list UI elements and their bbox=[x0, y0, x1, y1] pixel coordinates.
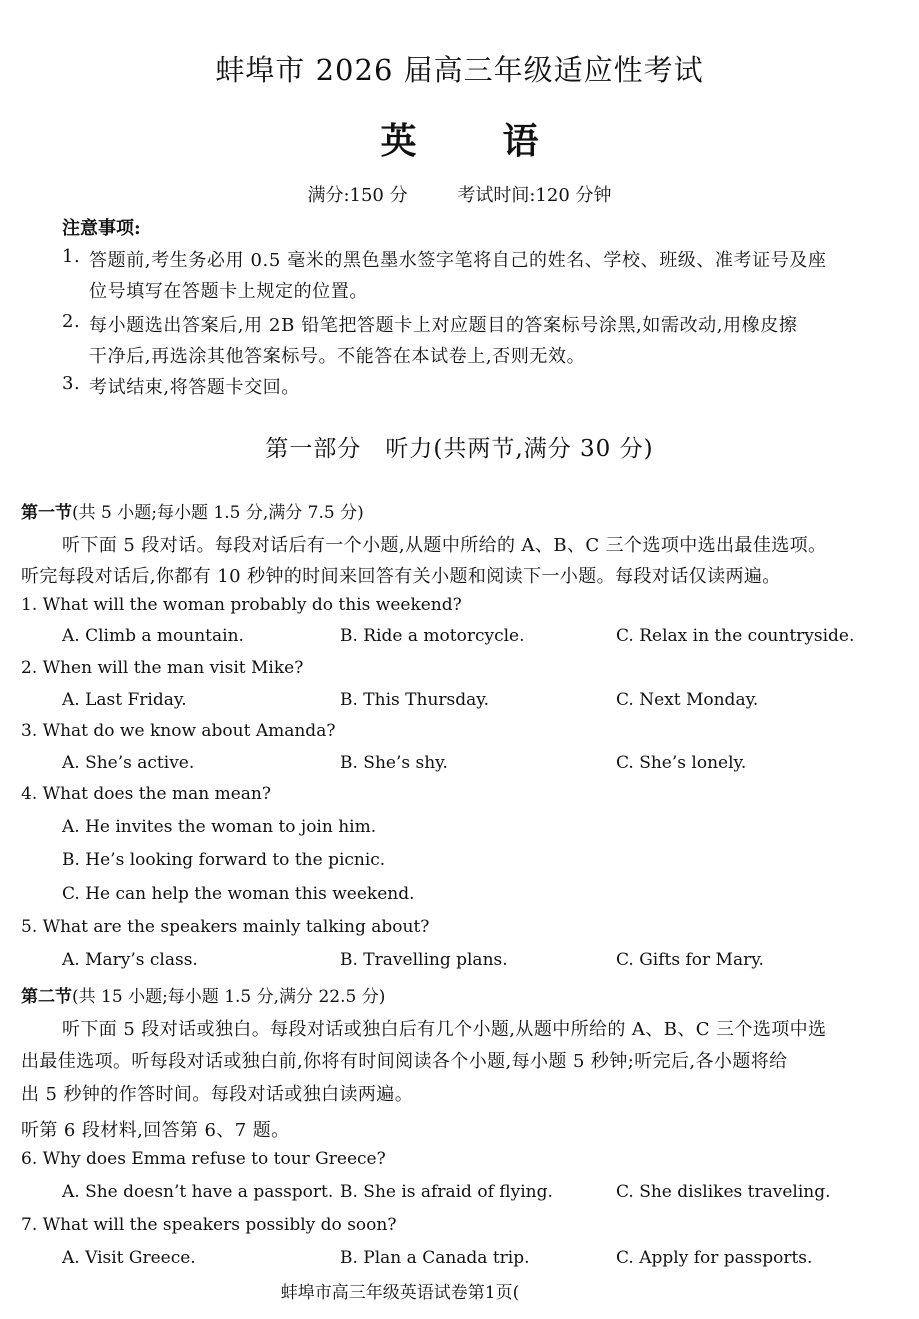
subject-title: 英语 bbox=[380, 120, 625, 162]
question-7-option-a: A. Visit Greece. bbox=[62, 1248, 196, 1268]
notice-item-1-num: 1. bbox=[62, 246, 81, 267]
section1-instruction-1: 听下面 5 段对话。每段对话后有一个小题,从题中所给的 A、B、C 三个选项中选出最佳选项。 bbox=[62, 535, 827, 556]
notice-item-1-line2: 位号填写在答题卡上规定的位置。 bbox=[89, 281, 368, 302]
section2-instruction-3: 出 5 秒钟的作答时间。每段对话或独白读两遍。 bbox=[21, 1084, 414, 1105]
question-2-option-b: B. This Thursday. bbox=[340, 690, 490, 710]
question-5-option-a: A. Mary’s class. bbox=[62, 950, 198, 970]
material-6-note: 听第 6 段材料,回答第 6、7 题。 bbox=[21, 1120, 290, 1141]
section2-heading bbox=[21, 982, 385, 1007]
notice-item-1-line1: 答题前,考生务必用 0.5 毫米的黑色墨水签字笔将自己的姓名、学校、班级、准考证号及座 bbox=[89, 250, 827, 271]
question-1-option-c: C. Relax in the countryside. bbox=[616, 626, 855, 646]
section1-desc: (共 5 小题;每小题 1.5 分,满分 7.5 分) bbox=[72, 503, 364, 523]
question-7: 7. What will the speakers possibly do soon? bbox=[21, 1215, 397, 1235]
question-4-option-a: A. He invites the woman to join him. bbox=[62, 817, 377, 837]
page-footer: 蚌埠市高三年级英语试卷第1页( bbox=[280, 1283, 520, 1303]
full-score: 满分:150 分 bbox=[307, 185, 408, 206]
section1-label: 第一节 bbox=[21, 503, 72, 523]
question-3-option-a: A. She’s active. bbox=[62, 753, 195, 773]
notice-item-3-num: 3. bbox=[62, 373, 81, 394]
question-1-option-b: B. Ride a motorcycle. bbox=[340, 626, 525, 646]
question-4: 4. What does the man mean? bbox=[21, 784, 271, 804]
section2-instruction-1: 听下面 5 段对话或独白。每段对话或独白后有几个小题,从题中所给的 A、B、C 三个选项中选 bbox=[62, 1019, 827, 1040]
section2-desc: (共 15 小题;每小题 1.5 分,满分 22.5 分) bbox=[72, 987, 386, 1007]
section1-heading bbox=[21, 498, 364, 523]
notice-item-2-num: 2. bbox=[62, 311, 81, 332]
exam-time: 考试时间:120 分钟 bbox=[457, 185, 612, 206]
question-4-option-c: C. He can help the woman this weekend. bbox=[62, 884, 415, 904]
notice-item-2-line1: 每小题选出答案后,用 2B 铅笔把答题卡上对应题目的答案标号涂黑,如需改动,用橡皮擦 bbox=[89, 315, 798, 336]
exam-meta bbox=[0, 181, 919, 207]
section2-label: 第二节 bbox=[21, 987, 72, 1007]
question-3-option-c: C. She’s lonely. bbox=[616, 753, 747, 773]
part1-heading: 第一部分 听力(共两节,满分 30 分) bbox=[265, 436, 654, 462]
section2-instruction-2: 出最佳选项。听每段对话或独白前,你将有时间阅读各个小题,每小题 5 秒钟;听完后,各小题将给 bbox=[21, 1051, 788, 1072]
section1-instruction-2: 听完每段对话后,你都有 10 秒钟的时间来回答有关小题和阅读下一小题。每段对话仅读两遍。 bbox=[21, 566, 781, 587]
question-2-option-c: C. Next Monday. bbox=[616, 690, 759, 710]
notice-item-3-line1: 考试结束,将答题卡交回。 bbox=[89, 377, 300, 398]
question-5-option-c: C. Gifts for Mary. bbox=[616, 950, 764, 970]
question-5-option-b: B. Travelling plans. bbox=[340, 950, 508, 970]
question-2-option-a: A. Last Friday. bbox=[62, 690, 187, 710]
question-1: 1. What will the woman probably do this weekend? bbox=[21, 595, 462, 615]
question-2: 2. When will the man visit Mike? bbox=[21, 658, 304, 678]
question-3: 3. What do we know about Amanda? bbox=[21, 721, 336, 741]
question-6-option-b: B. She is afraid of flying. bbox=[340, 1182, 553, 1202]
question-7-option-b: B. Plan a Canada trip. bbox=[340, 1248, 530, 1268]
question-5: 5. What are the speakers mainly talking about? bbox=[21, 917, 430, 937]
question-6-option-c: C. She dislikes traveling. bbox=[616, 1182, 831, 1202]
exam-title: 蚌埠市 2026 届高三年级适应性考试 bbox=[215, 53, 704, 87]
notice-item-2-line2: 干净后,再选涂其他答案标号。不能答在本试卷上,否则无效。 bbox=[89, 346, 586, 367]
question-7-option-c: C. Apply for passports. bbox=[616, 1248, 813, 1268]
question-6: 6. Why does Emma refuse to tour Greece? bbox=[21, 1149, 386, 1169]
question-1-option-a: A. Climb a mountain. bbox=[62, 626, 244, 646]
question-3-option-b: B. She’s shy. bbox=[340, 753, 448, 773]
notice-heading: 注意事项: bbox=[62, 218, 141, 239]
question-6-option-a: A. She doesn’t have a passport. bbox=[62, 1182, 334, 1202]
question-4-option-b: B. He’s looking forward to the picnic. bbox=[62, 850, 386, 870]
